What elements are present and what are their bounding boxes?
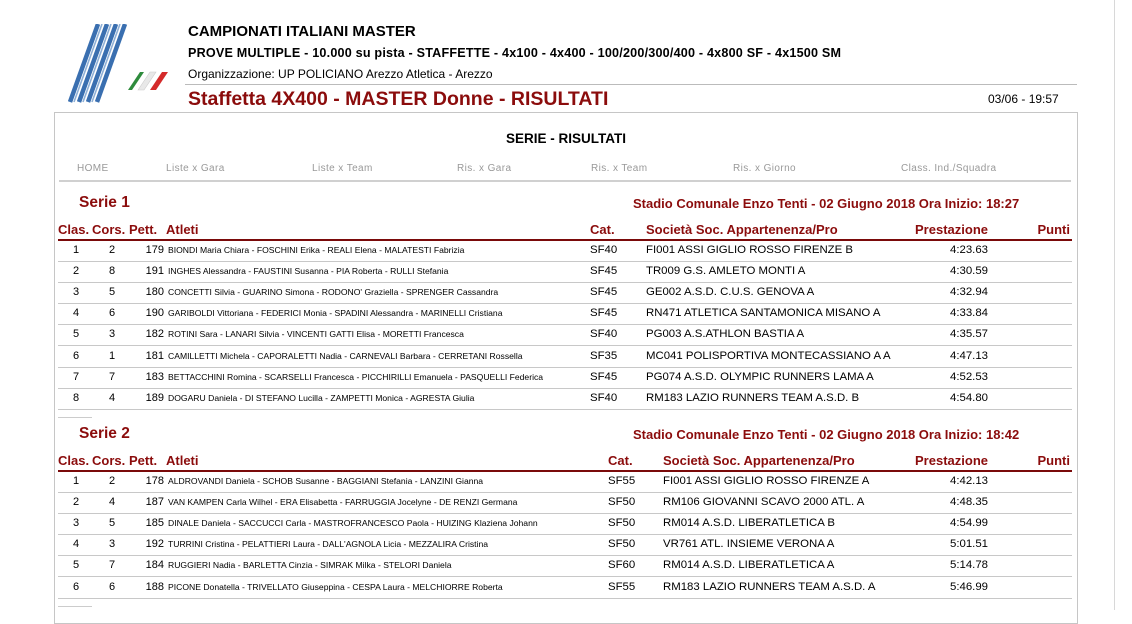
row-cat: SF35 [590, 349, 618, 362]
table-row [58, 261, 1072, 283]
table-row [58, 577, 1072, 599]
row-clas: 3 [72, 517, 80, 530]
row-prestazione: 4:30.59 [949, 265, 988, 278]
row-pett: 184 [145, 559, 164, 572]
row-cat: SF40 [590, 244, 618, 256]
row-societa: RM106 GIOVANNI SCAVO 2000 ATL. A [663, 496, 865, 509]
row-clas: 1 [72, 475, 80, 487]
serie-venue: Stadio Comunale Enzo Tenti - 02 Giugno 2018 Ora Inizio: 18:42 [633, 427, 1020, 442]
row-pett: 191 [145, 265, 164, 278]
row-prestazione: 4:35.57 [949, 328, 988, 341]
row-societa: MC041 POLISPORTIVA MONTECASSIANO A A [646, 349, 891, 362]
row-prestazione: 4:32.94 [949, 286, 988, 299]
table-header [58, 221, 1072, 239]
table-row [58, 346, 1072, 368]
row-cors: 6 [108, 580, 116, 593]
table-row [58, 534, 1072, 556]
table-row [58, 513, 1072, 535]
table-row [58, 240, 1072, 262]
row-pett: 181 [145, 349, 164, 362]
row-cat: SF55 [608, 580, 636, 593]
row-cat: SF60 [608, 559, 636, 572]
row-cors: 2 [108, 475, 116, 487]
row-cat: SF40 [590, 328, 618, 341]
row-pett: 179 [145, 244, 164, 256]
nav-liste-gara-link[interactable]: Liste x Gara [166, 163, 225, 174]
row-pett: 178 [145, 475, 164, 487]
row-societa: TR009 G.S. AMLETO MONTI A [646, 265, 806, 278]
col-cat-header: Cat. [608, 453, 633, 468]
row-cat: SF50 [608, 517, 636, 530]
row-cors: 4 [108, 496, 116, 509]
row-societa: FI001 ASSI GIGLIO ROSSO FIRENZE A [663, 475, 870, 487]
nav-home-link[interactable]: HOME [77, 163, 109, 174]
row-societa: VR761 ATL. INSIEME VERONA A [663, 538, 835, 551]
row-clas: 3 [72, 286, 80, 299]
row-cat: SF45 [590, 265, 618, 278]
table-row [58, 303, 1072, 325]
row-societa: RM183 LAZIO RUNNERS TEAM A.S.D. A [663, 580, 876, 593]
row-clas: 2 [72, 265, 80, 278]
col-clas-header: Clas. [58, 453, 90, 468]
row-societa: RN471 ATLETICA SANTAMONICA MISANO A [646, 307, 881, 320]
nav-ris-giorno-link[interactable]: Ris. x Giorno [733, 163, 796, 174]
row-cors: 1 [108, 349, 116, 362]
row-atleti: DOGARU Daniela - DI STEFANO Lucilla - ZAMPETTI Monica - AGRESTA Giulia [168, 392, 475, 403]
row-pett: 185 [145, 517, 164, 530]
table-row [58, 492, 1072, 514]
row-atleti: ROTINI Sara - LANARI Silvia - VINCENTI GATTI Elisa - MORETTI Francesca [168, 329, 464, 340]
table-row [58, 555, 1072, 577]
row-prestazione: 4:42.13 [949, 475, 988, 487]
row-pett: 189 [145, 391, 164, 404]
row-pett: 190 [145, 307, 164, 320]
nav-divider [59, 180, 1071, 182]
table-row [58, 388, 1072, 410]
table-row [58, 471, 1072, 493]
row-cat: SF45 [590, 286, 618, 299]
fidal-logo-icon [68, 24, 170, 106]
championship-subtitle: PROVE MULTIPLE - 10.000 su pista - STAFFETTE - 4x100 - 4x400 - 100/200/300/400 - 4x800 SF - 4x1500 SM [188, 46, 842, 60]
row-prestazione: 4:54.80 [949, 391, 988, 404]
row-cors: 4 [108, 391, 116, 404]
row-pett: 183 [145, 370, 164, 383]
row-cat: SF50 [608, 496, 636, 509]
serie-title: Serie 2 [79, 425, 130, 442]
row-clas: 6 [72, 349, 80, 362]
row-societa: RM183 LAZIO RUNNERS TEAM A.S.D. B [646, 391, 860, 404]
event-title: Staffetta 4X400 - MASTER Donne - RISULTATI [188, 88, 609, 110]
nav-bar [55, 163, 1077, 179]
row-atleti: VAN KAMPEN Carla Wilhel - ERA Elisabetta - FARRUGGIA Jocelyne - DE RENZI Germana [168, 497, 518, 508]
row-cat: SF50 [608, 538, 636, 551]
row-clas: 5 [72, 559, 80, 572]
row-clas: 1 [72, 244, 80, 256]
table-row [58, 282, 1072, 304]
serie-venue: Stadio Comunale Enzo Tenti - 02 Giugno 2018 Ora Inizio: 18:27 [633, 196, 1020, 211]
row-pett: 192 [145, 538, 164, 551]
row-cors: 7 [108, 559, 116, 572]
row-cors: 3 [108, 328, 116, 341]
row-prestazione: 4:33.84 [949, 307, 988, 320]
row-prestazione: 5:46.99 [949, 580, 988, 593]
row-pett: 188 [145, 580, 164, 593]
row-cors: 7 [108, 370, 116, 383]
col-cors-header: Cors. [92, 222, 126, 237]
header-divider [185, 84, 1077, 85]
col-prestazione-header: Prestazione [915, 222, 988, 237]
row-cat: SF45 [590, 307, 618, 320]
table-row [58, 324, 1072, 346]
col-clas-header: Clas. [58, 222, 90, 237]
row-clas: 6 [72, 580, 80, 593]
row-cors: 2 [108, 244, 116, 256]
row-atleti: CONCETTI Silvia - GUARINO Simona - RODONO' Graziella - SPRENGER Cassandra [168, 287, 499, 298]
page-edge-line [1114, 0, 1115, 610]
col-atleti-header: Atleti [166, 453, 199, 468]
table-header [58, 452, 1072, 470]
row-cors: 5 [108, 517, 116, 530]
col-prestazione-header: Prestazione [915, 453, 988, 468]
row-clas: 4 [72, 538, 80, 551]
row-societa: PG003 A.S.ATHLON BASTIA A [646, 328, 805, 341]
row-societa: RM014 A.S.D. LIBERATLETICA B [663, 517, 835, 530]
row-clas: 5 [72, 328, 80, 341]
col-punti-header: Punti [1037, 222, 1070, 237]
row-atleti: INGHES Alessandra - FAUSTINI Susanna - PIA Roberta - RULLI Stefania [168, 266, 449, 277]
row-clas: 2 [72, 496, 80, 509]
row-cors: 6 [108, 307, 116, 320]
col-cat-header: Cat. [590, 222, 615, 237]
serie-title: Serie 1 [79, 194, 130, 211]
col-societa-header: Società Soc. Appartenenza/Pro [663, 453, 855, 468]
row-clas: 7 [72, 370, 80, 383]
row-atleti: BETTACCHINI Romina - SCARSELLI Francesca - PICCHIRILLI Emanuela - PASQUELLI Federica [168, 371, 544, 382]
nav-ris-gara-link[interactable]: Ris. x Gara [457, 163, 512, 174]
row-societa: GE002 A.S.D. C.U.S. GENOVA A [646, 286, 815, 299]
row-clas: 8 [72, 391, 80, 404]
row-cat: SF45 [590, 370, 618, 383]
col-pett-header: Pett. [129, 222, 158, 237]
row-prestazione: 4:52.53 [949, 370, 988, 383]
row-pett: 180 [145, 286, 164, 299]
row-prestazione: 4:54.99 [949, 517, 988, 530]
row-atleti: RUGGIERI Nadia - BARLETTA Cinzia - SIMRAK Milka - STELORI Daniela [168, 560, 452, 571]
row-atleti: ALDROVANDI Daniela - SCHOB Susanne - BAGGIANI Stefania - LANZINI Gianna [168, 476, 484, 486]
table-end-line [58, 417, 92, 418]
row-cat: SF40 [590, 391, 618, 404]
results-panel [54, 112, 1078, 624]
row-atleti: GARIBOLDI Vittoriana - FEDERICI Monia - SPADINI Alessandra - MARINELLI Cristiana [168, 308, 503, 319]
row-atleti: TURRINI Cristina - PELATTIERI Laura - DALL'AGNOLA Licia - MEZZALIRA Cristina [168, 539, 489, 550]
row-prestazione: 4:47.13 [949, 349, 988, 362]
nav-class-ind-squadra-link[interactable]: Class. Ind./Squadra [901, 163, 997, 174]
col-cors-header: Cors. [92, 453, 126, 468]
row-pett: 182 [145, 328, 164, 341]
table-row [58, 367, 1072, 389]
col-pett-header: Pett. [129, 453, 158, 468]
row-clas: 4 [72, 307, 80, 320]
row-atleti: CAMILLETTI Michela - CAPORALETTI Nadia - CARNEVALI Barbara - CERRETANI Rossella [168, 350, 523, 361]
row-cors: 5 [108, 286, 116, 299]
row-societa: RM014 A.S.D. LIBERATLETICA A [663, 559, 835, 572]
update-datetime: 03/06 - 19:57 [988, 92, 1059, 106]
col-atleti-header: Atleti [166, 222, 199, 237]
row-cors: 8 [108, 265, 116, 278]
row-prestazione: 5:01.51 [949, 538, 988, 551]
row-societa: PG074 A.S.D. OLYMPIC RUNNERS LAMA A [646, 370, 874, 383]
row-atleti: PICONE Donatella - TRIVELLATO Giuseppina - CESPA Laura - MELCHIORRE Roberta [168, 581, 503, 592]
section-title: SERIE - RISULTATI [506, 131, 626, 146]
table-end-line [58, 606, 92, 607]
organization-label: Organizzazione: UP POLICIANO Arezzo Atletica - Arezzo [188, 67, 493, 81]
col-punti-header: Punti [1037, 453, 1070, 468]
row-atleti: DINALE Daniela - SACCUCCI Carla - MASTROFRANCESCO Paola - HUIZING Klaziena Johann [168, 518, 538, 529]
nav-liste-team-link[interactable]: Liste x Team [312, 163, 373, 174]
row-societa: FI001 ASSI GIGLIO ROSSO FIRENZE B [646, 244, 853, 256]
row-cat: SF55 [608, 475, 636, 487]
row-cors: 3 [108, 538, 116, 551]
row-pett: 187 [145, 496, 164, 509]
col-societa-header: Società Soc. Appartenenza/Pro [646, 222, 838, 237]
nav-ris-team-link[interactable]: Ris. x Team [591, 163, 648, 174]
row-prestazione: 5:14.78 [949, 559, 988, 572]
row-prestazione: 4:23.63 [949, 244, 988, 256]
row-atleti: BIONDI Maria Chiara - FOSCHINI Erika - REALI Elena - MALATESTI Fabrizia [168, 245, 465, 255]
championship-title: CAMPIONATI ITALIANI MASTER [188, 23, 416, 40]
row-prestazione: 4:48.35 [949, 496, 988, 509]
